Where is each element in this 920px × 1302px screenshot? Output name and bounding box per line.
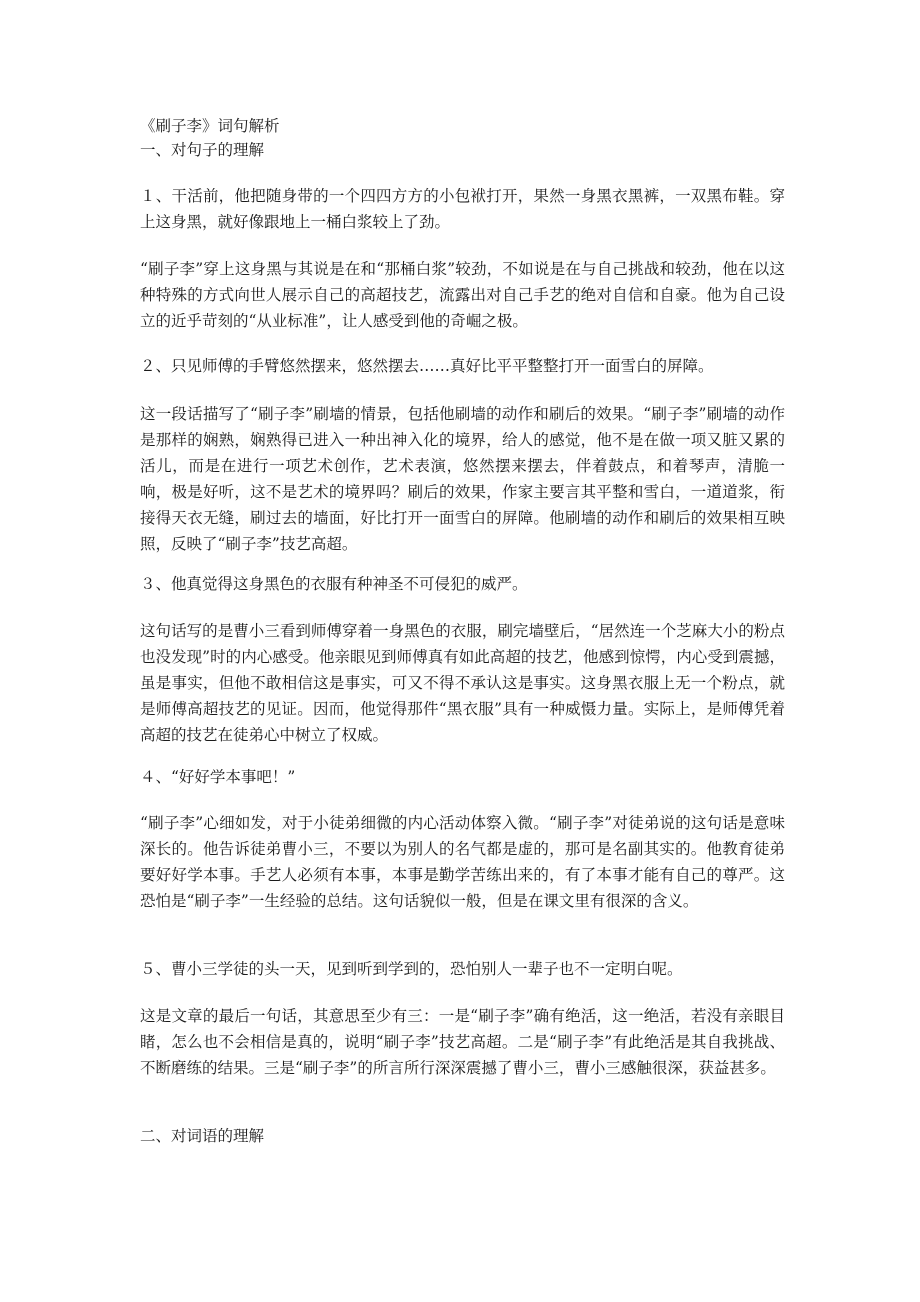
section-heading-sentences: 一、对句子的理解 [140,141,265,159]
sentence-item-1: １、干活前，他把随身带的一个四四方方的小包袱打开，果然一身黑衣黑裤，一双黑布鞋。穿上这身黑，就好像跟地上一桶白浆较上了劲。 [140,187,785,231]
section-heading-words: 二、对词语的理解 [140,1127,265,1145]
explanation-paragraph-4: “刷子李”心细如发，对于小徒弟细微的内心活动体察入微。“刷子李”对徒弟说的这句话是意味深长的。他告诉徒弟曹小三，不要以为别人的名气都是虚的，那可是名副其实的。他教育徒弟要好好学本事。手艺人必须有本事，本事是勤学苦练出来的，有了本事才能有自己的尊严。这恐怕是“刷子李”一生经验的总结。这句话貌似一般，但是在课文里有很深的含义。 [140,814,785,910]
sentence-item-4: ４、“好好学本事吧！” [140,768,296,786]
sentence-item-3: ３、他真觉得这身黑色的衣服有种神圣不可侵犯的威严。 [140,575,528,593]
sentence-item-5: ５、曹小三学徒的头一天，见到听到学到的，恐怕别人一辈子也不一定明白呢。 [140,960,683,978]
explanation-paragraph-2: 这一段话描写了“刷子李”刷墙的情景，包括他刷墙的动作和刷后的效果。“刷子李”刷墙的动作是那样的娴熟，娴熟得已进入一种出神入化的境界，给人的感觉，他不是在做一项又脏又累的活儿，而是在进行一项艺术创作，艺术表演，悠然摆来摆去，伴着鼓点，和着琴声，清脆一响，极是好听，这不是艺术的境界吗？刷后的效果，作家主要言其平整和雪白，一道道浆，衔接得天衣无缝，刷过去的墙面，好比打开一面雪白的屏障。他刷墙的动作和刷后的效果相互映照，反映了“刷子李”技艺高超。 [140,405,785,553]
document-title: 《刷子李》词句解析 [140,117,280,135]
explanation-paragraph-1: “刷子李”穿上这身黑与其说是在和“那桶白浆”较劲，不如说是在与自己挑战和较劲，他在以这种特殊的方式向世人展示自己的高超技艺，流露出对自己手艺的绝对自信和自豪。他为自己设立的近乎苛刻的“从业标准”，让人感受到他的奇崛之极。 [140,260,785,330]
explanation-paragraph-3: 这句话写的是曹小三看到师傅穿着一身黑色的衣服，刷完墙壁后，“居然连一个芝麻大小的粉点也没发现”时的内心感受。他亲眼见到师傅真有如此高超的技艺，他感到惊愕，内心受到震撼，虽是事实，但他不敢相信这是事实，可又不得不承认这是事实。这身黑衣服上无一个粉点，就是师傅高超技艺的见证。因而，他觉得那件“黑衣服”具有一种威慑力量。实际上，是师傅凭着高超的技艺在徒弟心中树立了权威。 [140,622,785,744]
explanation-paragraph-5: 这是文章的最后一句话，其意思至少有三：一是“刷子李”确有绝活，这一绝活，若没有亲眼目睹，怎么也不会相信是真的，说明“刷子李”技艺高超。二是“刷子李”有此绝活是其自我挑战、不断磨练的结果。三是“刷子李”的所言所行深深震撼了曹小三，曹小三感触很深，获益甚多。 [140,1007,785,1077]
sentence-item-2: ２、只见师傅的手臂悠然摆来，悠然摆去……真好比平平整整打开一面雪白的屏障。 [140,357,714,375]
